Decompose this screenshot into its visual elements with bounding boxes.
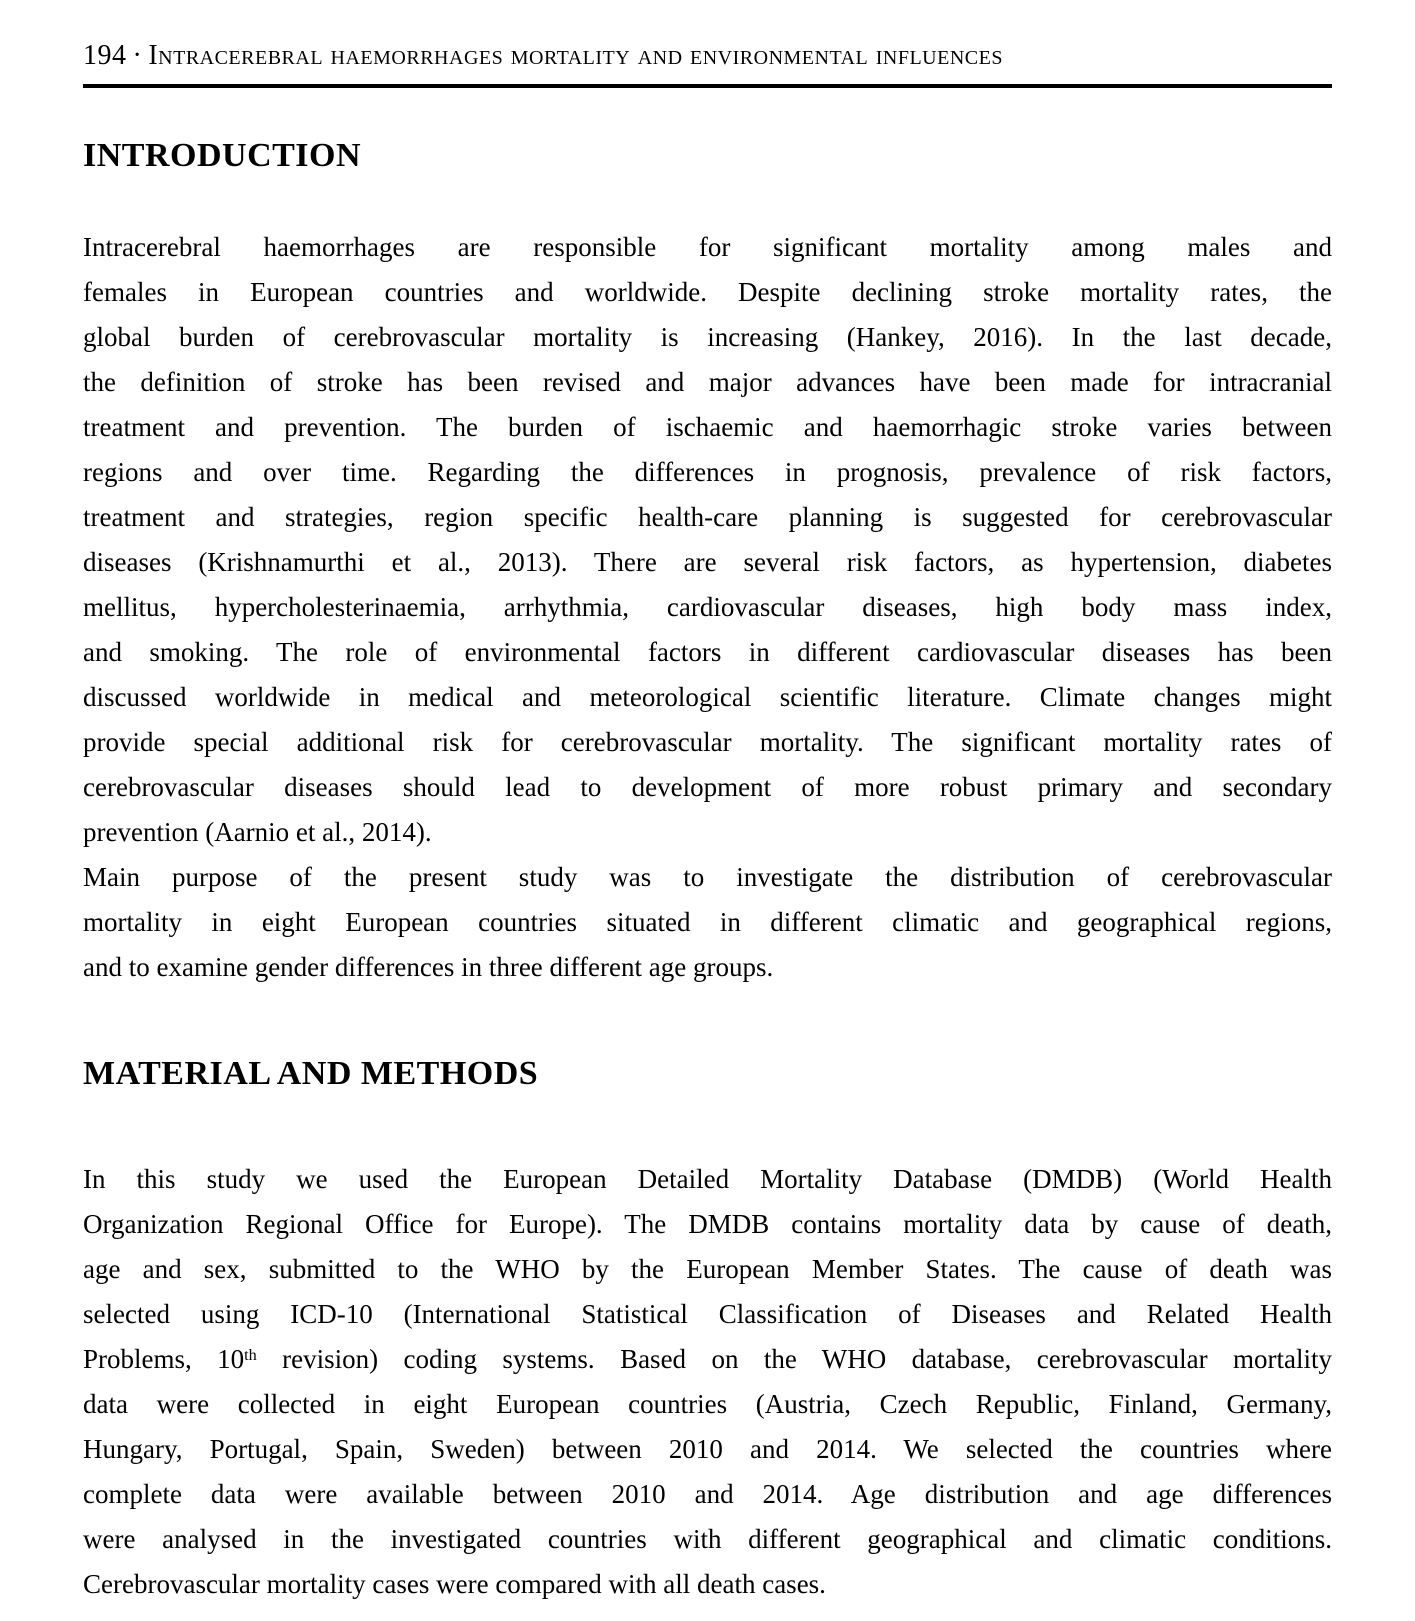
text-line: cerebrovascular diseases should lead to development of more robust primary and secondary bbox=[83, 771, 1332, 802]
header-rule bbox=[83, 84, 1332, 88]
text-line: complete data were available between 2010 and 2014. Age distribution and age differences bbox=[83, 1478, 1332, 1509]
text-line: provide special additional risk for cerebrovascular mortality. The significant mortality rates of bbox=[83, 726, 1332, 757]
text-line: data were collected in eight European countries (Austria, Czech Republic, Finland, Germany, bbox=[83, 1388, 1332, 1419]
methods-paragraph bbox=[83, 1157, 1332, 1607]
page-number: 194 bbox=[83, 40, 127, 71]
text-line: Main purpose of the present study was to investigate the distribution of cerebrovascular bbox=[83, 861, 1332, 892]
text-segment: Problems, 10 bbox=[83, 1343, 245, 1374]
text-line: treatment and prevention. The burden of ischaemic and haemorrhagic stroke varies between bbox=[83, 411, 1332, 442]
introduction-paragraph-2 bbox=[83, 855, 1332, 990]
text-line: selected using ICD-10 (International Statistical Classification of Diseases and Related Health bbox=[83, 1298, 1332, 1329]
text-line: prevention (Aarnio et al., 2014). bbox=[83, 816, 432, 847]
text-line: treatment and strategies, region specific health-care planning is suggested for cerebrovascular bbox=[83, 501, 1332, 532]
text-line: Organization Regional Office for Europe). The DMDB contains mortality data by cause of death, bbox=[83, 1208, 1332, 1239]
text-line-with-superscript bbox=[83, 1337, 1332, 1382]
superscript-th: th bbox=[244, 1345, 257, 1364]
text-line: mellitus, hypercholesterinaemia, arrhythmia, cardiovascular diseases, high body mass index, bbox=[83, 591, 1332, 622]
text-line: diseases (Krishnamurthi et al., 2013). There are several risk factors, as hypertension, diabetes bbox=[83, 546, 1332, 577]
running-head bbox=[83, 40, 1332, 72]
header-separator-dot: · bbox=[132, 40, 143, 71]
methods-heading: MATERIAL AND METHODS bbox=[83, 1054, 539, 1092]
text-line: were analysed in the investigated countries with different geographical and climatic conditions. bbox=[83, 1523, 1332, 1554]
text-line: In this study we used the European Detailed Mortality Database (DMDB) (World Health bbox=[83, 1163, 1332, 1194]
text-line: females in European countries and worldwide. Despite declining stroke mortality rates, the bbox=[83, 276, 1332, 307]
text-segment: revision) coding systems. Based on the WHO database, cerebrovascular mortality bbox=[256, 1343, 1332, 1374]
text-line: and smoking. The role of environmental factors in different cardiovascular diseases has been bbox=[83, 636, 1332, 667]
text-line: the definition of stroke has been revised and major advances have been made for intracranial bbox=[83, 366, 1332, 397]
text-line: and to examine gender differences in three different age groups. bbox=[83, 951, 774, 982]
text-line: Hungary, Portugal, Spain, Sweden) between 2010 and 2014. We selected the countries where bbox=[83, 1433, 1332, 1464]
introduction-heading: INTRODUCTION bbox=[83, 137, 362, 175]
text-line: mortality in eight European countries situated in different climatic and geographical regions, bbox=[83, 906, 1332, 937]
text-line: age and sex, submitted to the WHO by the European Member States. The cause of death was bbox=[83, 1253, 1332, 1284]
text-line: Intracerebral haemorrhages are responsible for significant mortality among males and bbox=[83, 231, 1332, 262]
running-title: Intracerebral haemorrhages mortality and environmental influences bbox=[148, 40, 1003, 71]
text-line: regions and over time. Regarding the differences in prognosis, prevalence of risk factors, bbox=[83, 456, 1332, 487]
introduction-paragraph-1 bbox=[83, 225, 1332, 855]
text-line: discussed worldwide in medical and meteorological scientific literature. Climate changes might bbox=[83, 681, 1332, 712]
text-line: global burden of cerebrovascular mortality is increasing (Hankey, 2016). In the last decade, bbox=[83, 321, 1332, 352]
text-line: Cerebrovascular mortality cases were compared with all death cases. bbox=[83, 1568, 826, 1599]
